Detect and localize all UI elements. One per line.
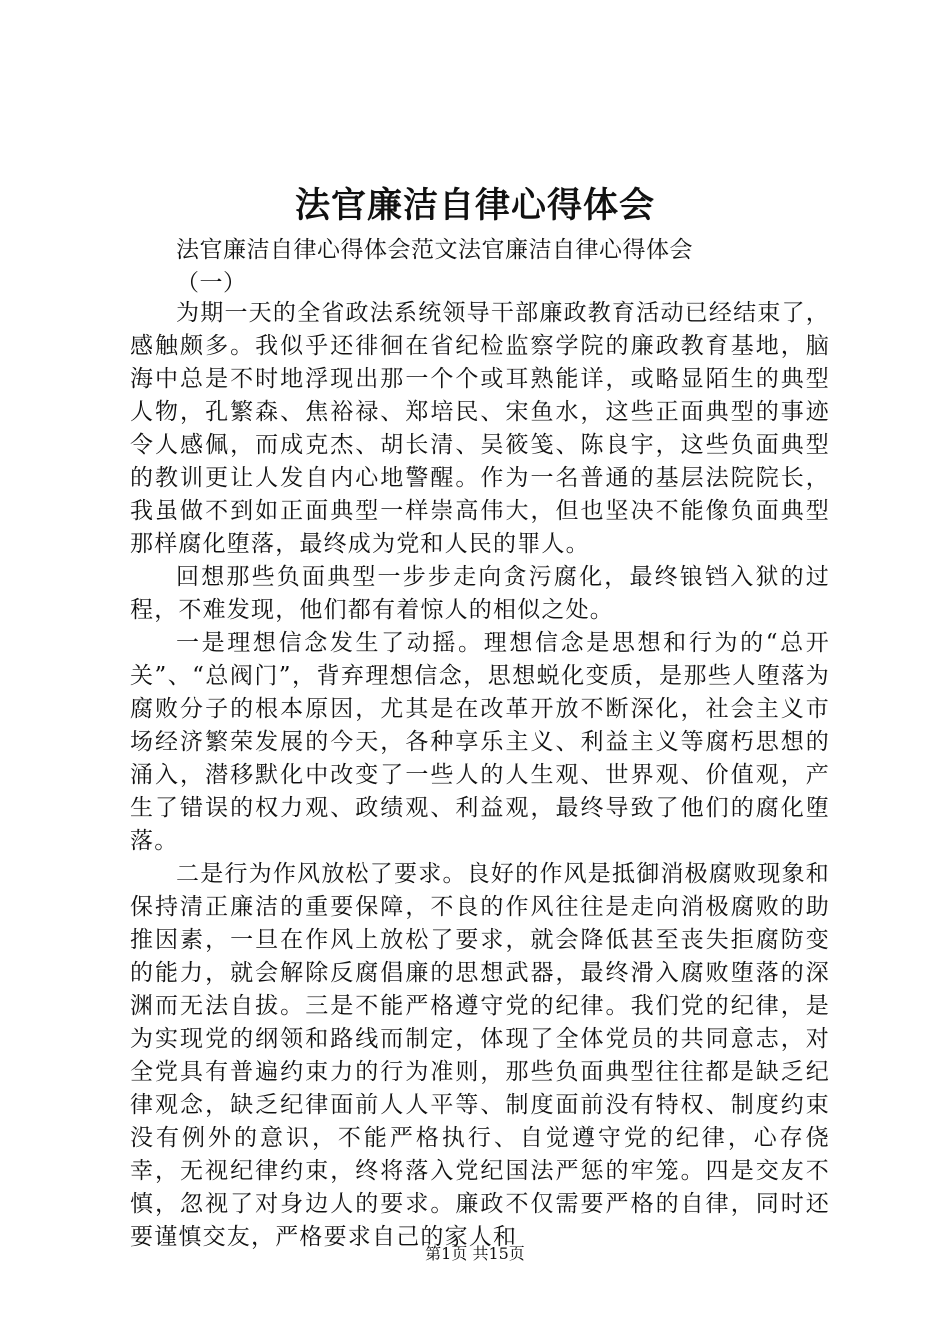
paragraph-3: 一是理想信念发生了动摇。理想信念是思想和行为的“总开关”、“总阀门”，背弃理想信念，思想蜕化变质，是那些人堕落为腐败分子的根本原因，尤其是在改革开放不断深化，社会主义市场经济繁荣发展的今天，各种享乐主义、利益主义等腐朽思想的涌入，潜移默化中改变了一些人的人生观、世界观、价值观，产生了错误的权力观、政绩观、利益观，最终导致了他们的腐化堕落。 [130,630,830,854]
document-body [130,297,830,1254]
subtitle-line-2: （一） [176,270,247,296]
subtitle-line-1: 法官廉洁自律心得体会范文法官廉洁自律心得体会 [176,237,693,263]
paragraph-1: 为期一天的全省政法系统领导干部廉政教育活动已经结束了，感触颇多。我似乎还徘徊在省纪检监察学院的廉政教育基地，脑海中总是不时地浮现出那一个个或耳熟能详，或略显陌生的典型人物，孔繁森、焦裕禄、郑培民、宋鱼水，这些正面典型的事迹令人感佩，而成克杰、胡长清、吴筱笺、陈良宇，这些负面典型的教训更让人发自内心地警醒。作为一名普通的基层法院院长，我虽做不到如正面典型一样崇高伟大，但也坚决不能像负面典型那样腐化堕落，最终成为党和人民的罪人。 [130,300,830,557]
document-subtitle [176,234,836,300]
document-title: 法官廉洁自律心得体会 [294,185,655,226]
paragraph-4: 二是行为作风放松了要求。良好的作风是抵御消极腐败现象和保持清正廉洁的重要保障，不良的作风往往是走向消极腐败的助推因素，一旦在作风上放松了要求，就会降低甚至丧失拒腐防变的能力，就会解除反腐倡廉的思想武器，最终滑入腐败堕落的深渊而无法自拔。三是不能严格遵守党的纪律。我们党的纪律，是为实现党的纲领和路线而制定，体现了全体党员的共同意志，对全党具有普遍约束力的行为准则，那些负面典型往往都是缺乏纪律观念，缺乏纪律面前人人平等、制度面前没有特权、制度约束没有例外的意识，不能严格执行、自觉遵守党的纪律，心存侥幸，无视纪律约束，终将落入党纪国法严惩的牢笼。四是交友不慎，忽视了对身边人的要求。廉政不仅需要严格的自律，同时还要谨慎交友，严格要求自己的家人和 [130,861,830,1250]
paragraph-2: 回想那些负面典型一步步走向贪污腐化，最终锒铛入狱的过程，不难发现，他们都有着惊人的相似之处。 [130,564,830,623]
page-number-footer: 第1页 共15页 [425,1244,525,1263]
